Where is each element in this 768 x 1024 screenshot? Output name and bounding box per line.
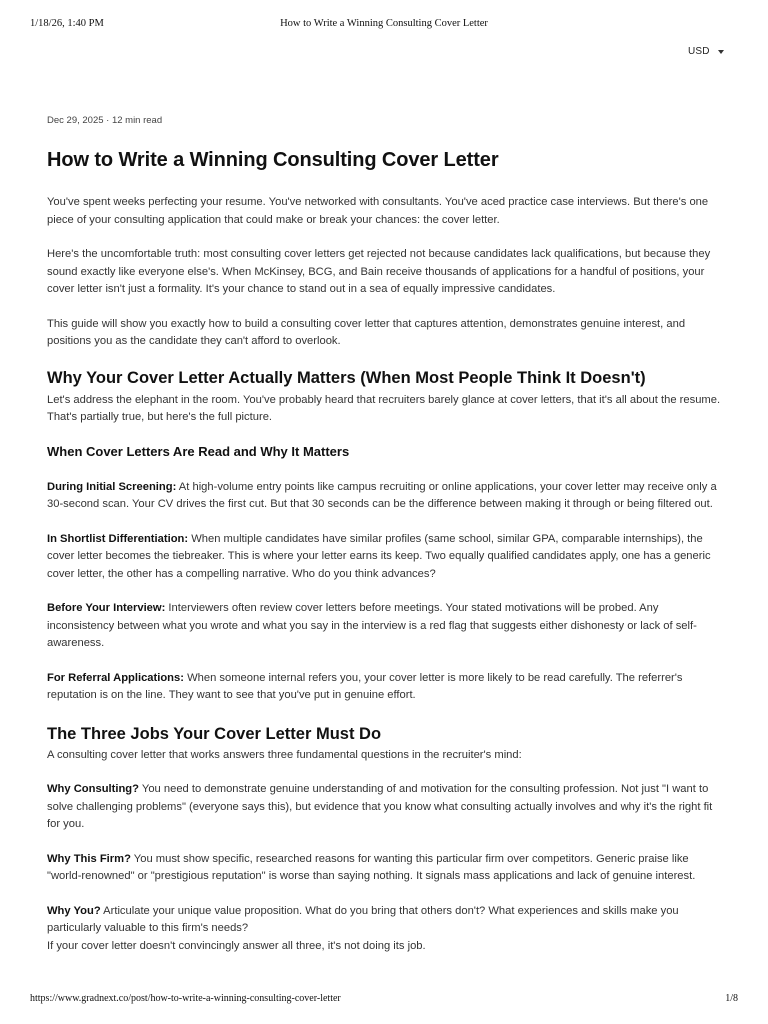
list-item-referral bbox=[47, 670, 722, 705]
caret-down-icon bbox=[718, 50, 724, 54]
section-heading-why-matters: Why Your Cover Letter Actually Matters (When Most People Think It Doesn't) bbox=[47, 368, 646, 387]
term-label: Before Your Interview: bbox=[47, 602, 166, 614]
list-item-why-consulting bbox=[47, 781, 722, 834]
print-footer bbox=[0, 993, 768, 1007]
intro-paragraph-2: Here's the uncomfortable truth: most consulting cover letters get rejected not because candidates lack qualifications, but because they sound exactly like everyone else's. When McKinsey, BCG, and Bain receive thousands of applications for a handful of positions, your cover letter isn't just a formality. It's your chance to stand out in a sea of equally impressive candidates. bbox=[47, 248, 711, 295]
intro-paragraph-3: This guide will show you exactly how to build a consulting cover letter that captures attention, demonstrates genuine interest, and positions you as the candidate they can't afford to overlook. bbox=[47, 317, 686, 347]
print-title: How to Write a Winning Consulting Cover Letter bbox=[280, 18, 488, 29]
currency-selector[interactable] bbox=[688, 46, 724, 57]
list-item-why-firm bbox=[47, 851, 722, 886]
item-text: You must show specific, researched reasons for wanting this particular firm over competitors. Generic praise like "world-renowned" or "prestigious reputation" is worse than saying nothing. It signals mass applications and lack of genuine interest. bbox=[47, 852, 696, 882]
term-label: Why Consulting? bbox=[47, 783, 139, 795]
item-text: Interviewers often review cover letters before meetings. Your stated motivations will be probed. Any inconsistency between what you wrote and what you say in the interview is a red flag that suggests either dishonesty or lack of self-awareness. bbox=[47, 602, 697, 649]
intro-paragraph-1: You've spent weeks perfecting your resume. You've networked with consultants. You've aced practice case interviews. But there's one piece of your consulting application that could make or break your chances: the cover letter. bbox=[47, 196, 709, 226]
item-text: When someone internal refers you, your cover letter is more likely to be read carefully. The referrer's reputation is on the line. They want to see that you've put in genuine effort. bbox=[47, 671, 683, 701]
page-number: 1/8 bbox=[725, 993, 738, 1004]
term-label: For Referral Applications: bbox=[47, 671, 184, 684]
print-header bbox=[0, 18, 768, 34]
subheading-when-read: When Cover Letters Are Read and Why It Matters bbox=[47, 443, 350, 459]
section-heading-three-jobs: The Three Jobs Your Cover Letter Must Do bbox=[47, 724, 382, 743]
term-label: Why This Firm? bbox=[47, 852, 131, 865]
closing-line: If your cover letter doesn't convincingly answer all three, it's not doing its job. bbox=[47, 939, 426, 952]
item-text: When multiple candidates have similar profiles (same school, similar GPA, comparable internships), the cover letter becomes the tiebreaker. This is where your letter earns its keep. Two equally qualified candidates apply, one has a generic cover letter, the other has a compelling narrative. Who do you think advances? bbox=[47, 532, 711, 580]
item-text: You need to demonstrate genuine understanding of and motivation for the consulting profession. Not just "I want to solve challenging problems" (everyone says this), but evidence that you know what consulting actually involves and why it's the right fit for you. bbox=[47, 783, 713, 830]
term-label: In Shortlist Differentiation: bbox=[47, 532, 189, 545]
currency-label: USD bbox=[688, 46, 710, 57]
article bbox=[47, 114, 722, 955]
section-paragraph: Let's address the elephant in the room. You've probably heard that recruiters barely glance at cover letters, that it's all about the resume. That's partially true, but here's the full picture. bbox=[47, 393, 721, 423]
list-item-shortlist bbox=[47, 531, 722, 584]
item-text: At high-volume entry points like campus recruiting or online applications, your cover letter may receive only a 30-second scan. Your CV drives the first cut. But that 30 seconds can be the difference between making it through or being filtered out. bbox=[47, 480, 717, 510]
term-label: Why You? bbox=[47, 904, 101, 917]
print-url: https://www.gradnext.co/post/how-to-write-a-winning-consulting-cover-letter bbox=[30, 993, 341, 1004]
item-text: Articulate your unique value proposition. What do you bring that others don't? What experiences and skills make you particularly valuable to this firm's needs? bbox=[47, 904, 679, 934]
section-paragraph: A consulting cover letter that works answers three fundamental questions in the recruiter's mind: bbox=[47, 748, 522, 761]
article-title: How to Write a Winning Consulting Cover Letter bbox=[47, 149, 499, 171]
list-item-before-interview bbox=[47, 600, 722, 653]
term-label: During Initial Screening: bbox=[47, 480, 177, 493]
print-datetime: 1/18/26, 1:40 PM bbox=[30, 18, 104, 29]
list-item-initial-screening bbox=[47, 479, 722, 514]
post-meta: Dec 29, 2025 · 12 min read bbox=[47, 115, 163, 126]
list-item-why-you bbox=[47, 903, 722, 938]
